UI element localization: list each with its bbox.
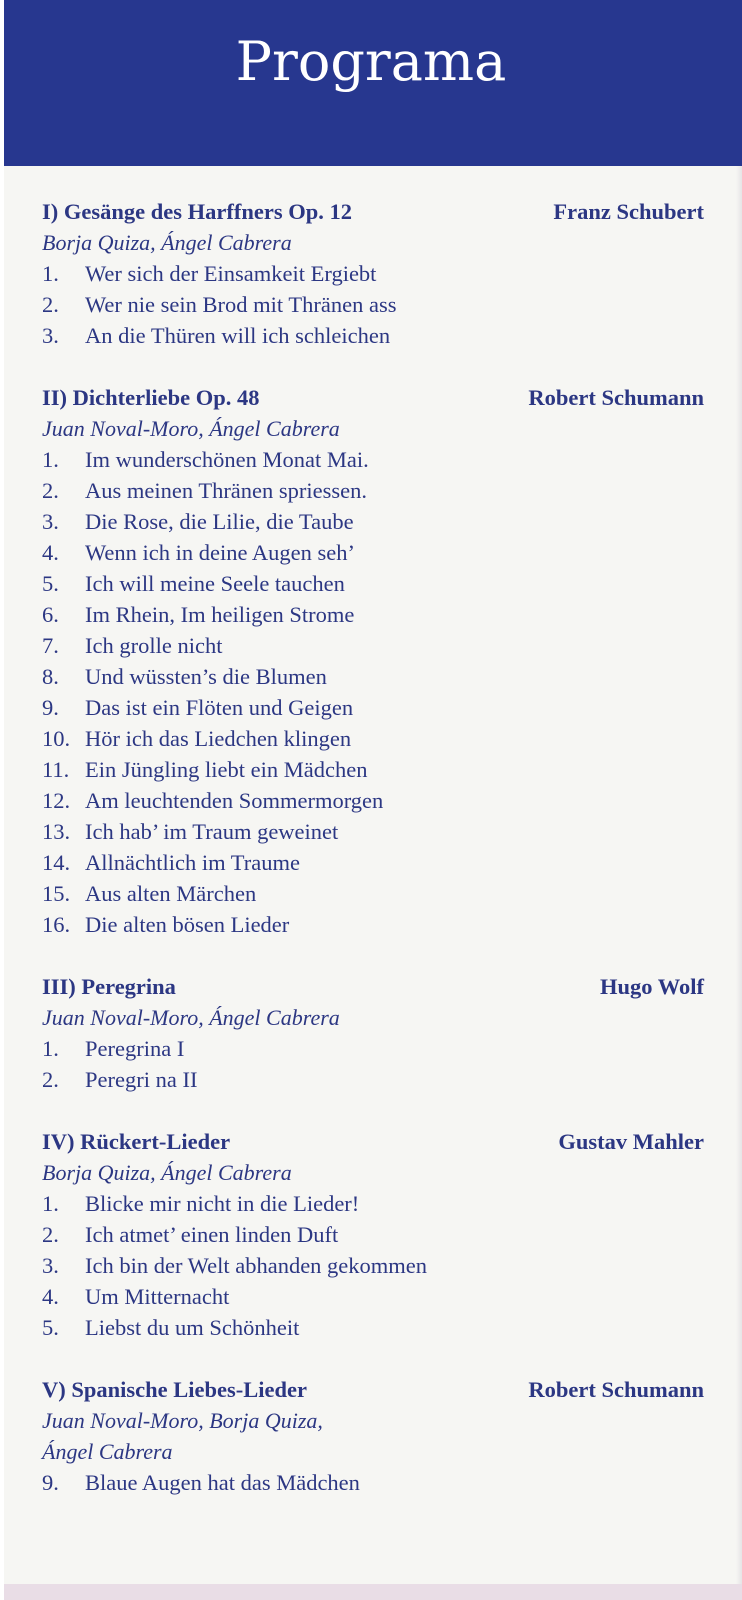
song-number: 6. [42,602,59,627]
song-title: Blaue Augen hat das Mädchen [85,1470,360,1495]
performers-line: Juan Noval-Moro, Ángel Cabrera [42,1005,340,1030]
song-item [42,475,704,506]
composer-name: Hugo Wolf [600,974,704,999]
page-title: Programa [235,30,507,93]
section-header [42,1126,704,1157]
song-title: Die Rose, die Lilie, die Taube [85,509,354,534]
program-section [42,1374,704,1498]
song-number: 9. [42,1470,59,1495]
song-item [42,258,704,289]
performers-line: Borja Quiza, Ángel Cabrera [42,1160,292,1185]
song-number: 1. [42,1036,59,1061]
song-number: 8. [42,664,59,689]
song-item [42,630,704,661]
song-item [42,289,704,320]
song-item [42,1188,704,1219]
song-title: Ich atmet’ einen linden Duft [85,1222,339,1247]
song-item [42,1064,704,1095]
song-item [42,878,704,909]
song-number: 3. [42,323,59,348]
song-number: 3. [42,1253,59,1278]
song-title: An die Thüren will ich schleichen [85,323,391,348]
song-number: 2. [42,292,59,317]
song-item [42,444,704,475]
composer-name: Gustav Mahler [558,1129,704,1154]
song-title: Und wüssten’s die Blumen [85,664,327,689]
composer-name: Franz Schubert [553,199,704,224]
song-number: 14. [42,850,71,875]
song-title: Ich grolle nicht [85,633,223,658]
song-item [42,847,704,878]
song-item [42,599,704,630]
song-item [42,816,704,847]
song-title: Aus meinen Thränen spriessen. [85,478,368,503]
section-header [42,382,704,413]
song-number: 10. [42,726,71,751]
song-number: 9. [42,695,59,720]
performers-line: Ángel Cabrera [42,1439,173,1464]
song-title: Wer sich der Einsamkeit Ergiebt [85,261,377,286]
song-item [42,909,704,940]
page-right-edge [736,166,742,1584]
song-title: Aus alten Märchen [85,881,257,906]
page-left-edge [0,0,4,1600]
song-title: Ich will meine Seele tauchen [85,571,345,596]
song-number: 7. [42,633,59,658]
song-item [42,723,704,754]
song-item [42,1219,704,1250]
song-number: 1. [42,1191,59,1216]
song-item [42,506,704,537]
song-number: 1. [42,261,59,286]
song-item [42,661,704,692]
program-section [42,1126,704,1343]
song-title: Ich hab’ im Traum geweinet [85,819,339,844]
song-title: Wer nie sein Brod mit Thränen ass [85,292,397,317]
song-item [42,754,704,785]
section-heading: III) Peregrina [42,974,176,999]
performers-line: Juan Noval-Moro, Ángel Cabrera [42,416,340,441]
section-header [42,971,704,1002]
song-number: 4. [42,540,59,565]
section-heading: I) Gesänge des Harffners Op. 12 [42,199,352,224]
song-number: 13. [42,819,71,844]
bottom-strip [4,1584,742,1600]
song-item [42,785,704,816]
song-item [42,1033,704,1064]
song-number: 5. [42,1315,59,1340]
composer-name: Robert Schumann [528,1377,704,1402]
program-section [42,382,704,940]
section-header [42,1374,704,1405]
song-title: Liebst du um Schönheit [85,1315,300,1340]
song-number: 2. [42,1067,59,1092]
song-item [42,1467,704,1498]
song-title: Blicke mir nicht in die Lieder! [85,1191,360,1216]
song-title: Allnächtlich im Traume [85,850,300,875]
song-title: Die alten bösen Lieder [85,912,290,937]
song-title: Um Mitternacht [85,1284,230,1309]
section-heading: V) Spanische Liebes-Lieder [42,1377,308,1402]
program-list [42,196,704,1529]
program-section [42,971,704,1095]
song-title: Das ist ein Flöten und Geigen [85,695,354,720]
song-number: 15. [42,881,71,906]
song-item [42,568,704,599]
song-number: 12. [42,788,71,813]
section-header [42,196,704,227]
song-item [42,320,704,351]
song-title: Im Rhein, Im heiligen Strome [85,602,355,627]
song-number: 2. [42,1222,59,1247]
song-number: 2. [42,478,59,503]
song-item [42,1281,704,1312]
song-item [42,1312,704,1343]
song-title: Im wunderschönen Monat Mai. [85,447,369,472]
song-number: 11. [42,757,70,782]
song-title: Peregrina I [85,1036,185,1061]
song-title: Peregri na II [85,1067,198,1092]
song-title: Ein Jüngling liebt ein Mädchen [85,757,368,782]
song-title: Wenn ich in deine Augen seh’ [85,540,355,565]
song-title: Am leuchtenden Sommermorgen [85,788,384,813]
performers-line: Juan Noval-Moro, Borja Quiza, [42,1408,323,1433]
song-title: Hör ich das Liedchen klingen [85,726,352,751]
performers-line: Borja Quiza, Ángel Cabrera [42,230,292,255]
song-number: 1. [42,447,59,472]
composer-name: Robert Schumann [528,385,704,410]
song-number: 3. [42,509,59,534]
section-heading: IV) Rückert-Lieder [42,1129,231,1154]
song-item [42,1250,704,1281]
program-section [42,196,704,351]
song-number: 16. [42,912,71,937]
song-item [42,537,704,568]
song-item [42,692,704,723]
song-number: 4. [42,1284,59,1309]
song-title: Ich bin der Welt abhanden gekommen [85,1253,428,1278]
section-heading: II) Dichterliebe Op. 48 [42,385,260,410]
song-number: 5. [42,571,59,596]
